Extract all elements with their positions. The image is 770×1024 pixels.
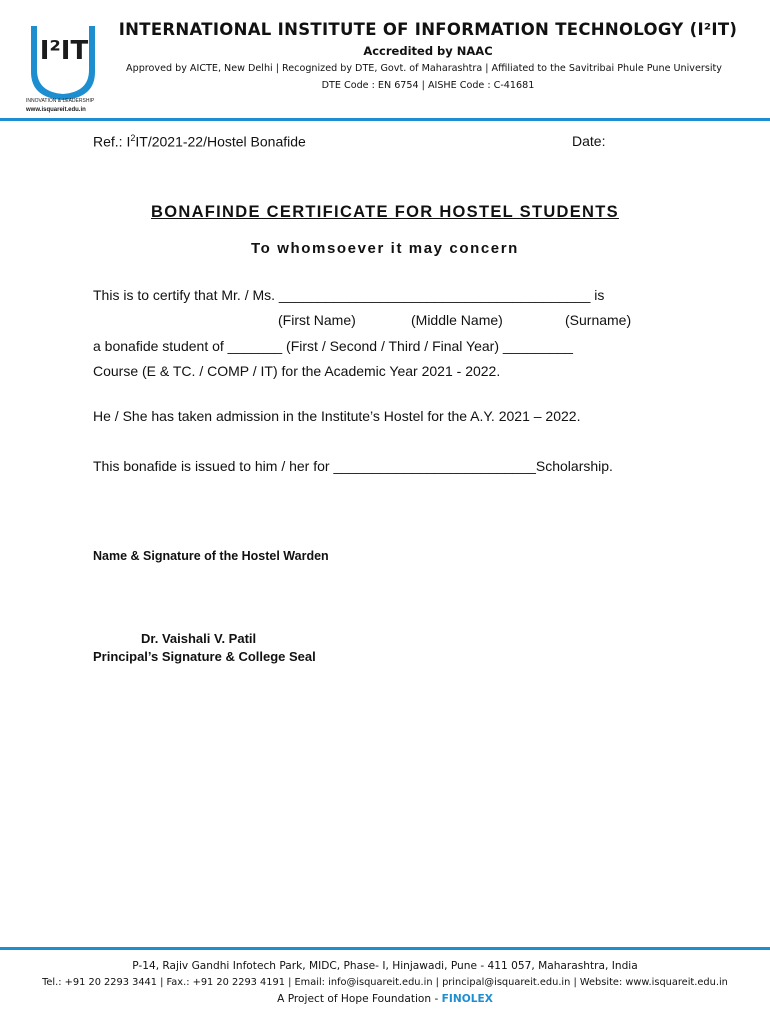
date-label: Date: (572, 133, 606, 149)
first-name-hint: (First Name) (278, 312, 356, 328)
surname-hint: (Surname) (565, 312, 632, 328)
ref-suffix: IT/2021-22/Hostel Bonafide (135, 133, 306, 150)
reference-number (93, 133, 306, 150)
scholarship-line: This bonafide is issued to him / her for __________________________Scholarship. (93, 458, 613, 474)
approvals: Approved by AICTE, New Delhi | Recognized by DTE, Govt. of Maharashtra | Affiliated to the Savitribai Phule Pune University (126, 63, 722, 74)
institute-codes: DTE Code : EN 6754 | AISHE Code : C-41681 (321, 80, 535, 91)
logo-text: I²IT (39, 36, 89, 66)
footer-address: P-14, Rajiv Gandhi Infotech Park, MIDC, Phase- I, Hinjawadi, Pune - 411 057, Maharashtra, India (132, 960, 638, 972)
footer-contact: Tel.: +91 20 2293 3441 | Fax.: +91 20 2293 4191 | Email: info@isquareit.edu.in | principal@isquareit.edu.in | Website: www.isquareit.edu.in (42, 977, 728, 988)
header-divider (0, 118, 770, 121)
principal-signature-label: Principal’s Signature & College Seal (93, 649, 316, 664)
student-year-line: a bonafide student of _______ (First / Second / Third / Final Year) _________ (93, 338, 573, 354)
logo-tagline: INNOVATION & LEADERSHIP (26, 98, 95, 104)
institute-name: INTERNATIONAL INSTITUTE OF INFORMATION TECHNOLOGY (I²IT) (118, 20, 738, 39)
footer-divider (0, 947, 770, 950)
principal-name: Dr. Vaishali V. Patil (141, 631, 257, 646)
institute-logo (27, 12, 99, 112)
warden-signature-label: Name & Signature of the Hostel Warden (93, 549, 329, 563)
ref-prefix: Ref.: I (93, 133, 131, 150)
accreditation: Accredited by NAAC (363, 44, 493, 58)
project-prefix: A Project of Hope Foundation - (277, 993, 442, 1005)
logo-website: www.isquareit.edu.in (26, 107, 86, 113)
certificate-subtitle: To whomsoever it may concern (251, 240, 519, 257)
footer-project (0, 993, 770, 1005)
finolex-brand: FINOLEX (441, 993, 493, 1005)
middle-name-hint: (Middle Name) (411, 312, 503, 328)
course-line: Course (E & TC. / COMP / IT) for the Academic Year 2021 - 2022. (93, 363, 501, 379)
hostel-line: He / She has taken admission in the Institute’s Hostel for the A.Y. 2021 – 2022. (93, 408, 581, 424)
ref-sup: 2 (130, 133, 136, 143)
certify-line: This is to certify that Mr. / Ms. ________________________________________ is (93, 287, 605, 303)
certificate-title: BONAFINDE CERTIFICATE FOR HOSTEL STUDENTS (151, 203, 619, 221)
